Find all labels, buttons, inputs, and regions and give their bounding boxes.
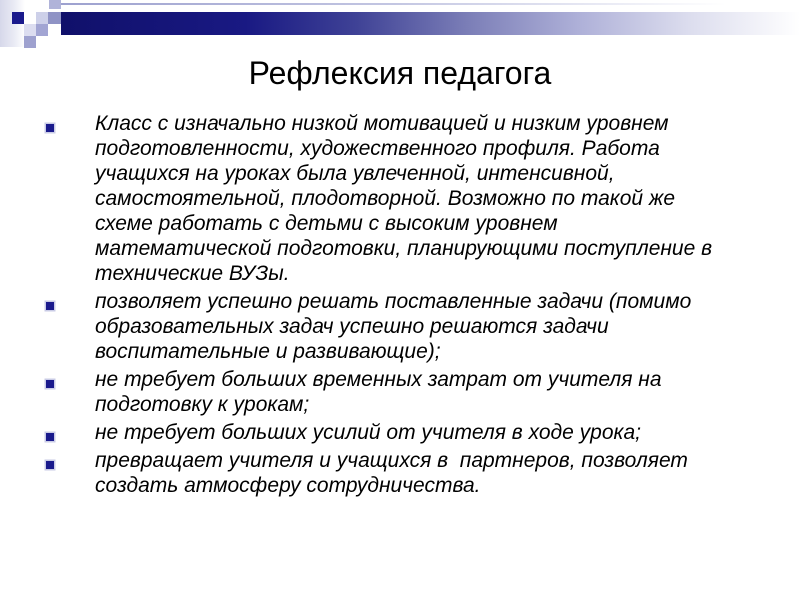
- square-bullet-icon: [46, 433, 54, 441]
- square-bullet-icon: [46, 461, 54, 469]
- decor-square-top: [49, 0, 61, 9]
- decor-square-med2: [36, 24, 48, 36]
- square-bullet-icon: [46, 302, 54, 310]
- square-bullet-icon: [46, 380, 54, 388]
- bullet-text: Класс с изначально низкой мотивацией и низким уровнем подготовленности, художественного профиля. Работа учащихся на уроках была увлеченной, интенсивной, самостоятельной, плодотворной. Возможно по такой же схеме работать с детьми с высоким уровнем математической подготовки, планирующими поступление в технические ВУЗы.: [95, 112, 718, 285]
- decor-square-navy: [12, 12, 24, 24]
- bullet-list: [44, 111, 720, 501]
- list-item: [44, 420, 720, 445]
- decor-square-light1: [36, 12, 48, 24]
- bullet-text: не требует больших временных затрат от учителя на подготовку к урокам;: [95, 368, 668, 416]
- bullet-text: позволяет успешно решать поставленные задачи (помимо образовательных задач успешно решаются задачи воспитательные и развивающие);: [95, 290, 698, 363]
- bullet-text: превращает учителя и учащихся в партнеров, позволяет создать атмосферу сотрудничества.: [95, 449, 694, 497]
- decor-square-med3: [24, 36, 36, 48]
- decor-square-light2: [24, 24, 36, 36]
- list-item: [44, 289, 720, 364]
- square-bullet-icon: [46, 124, 54, 132]
- list-item: [44, 367, 720, 417]
- list-item: [44, 111, 720, 286]
- decor-square-med1: [48, 12, 61, 24]
- list-item: [44, 448, 720, 498]
- thin-accent-line: [61, 3, 800, 5]
- slide-title: Рефлексия педагога: [248, 55, 552, 91]
- bullet-text: не требует больших усилий от учителя в ходе урока;: [95, 421, 641, 444]
- gradient-title-bar: [61, 12, 800, 35]
